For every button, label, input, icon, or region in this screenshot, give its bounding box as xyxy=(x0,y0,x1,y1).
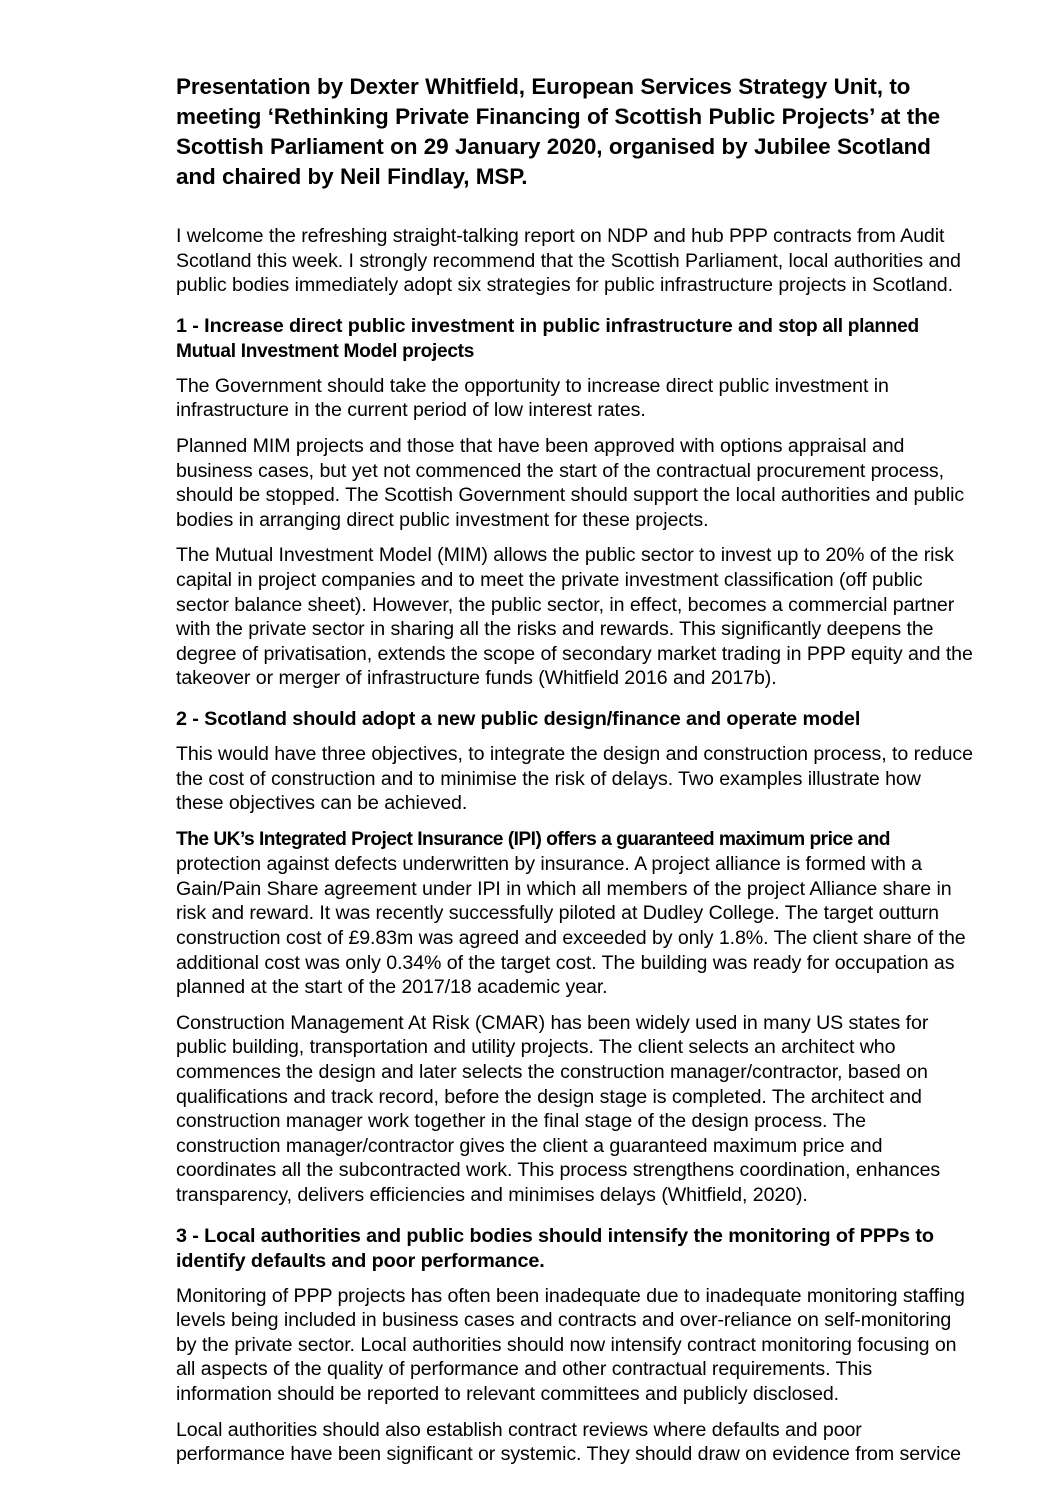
section-1-paragraph-1: The Government should take the opportunity to increase direct public investment in infrastructure in the current period of low interest rates. xyxy=(176,374,889,422)
section-1-paragraph-2: Planned MIM projects and those that have been approved with options appraisal and business cases, but yet not commenced the start of the contractual procurement process, should be stopped. The Scottish Government should support the local authorities and public bodies in arranging direct public investment for these projects. xyxy=(176,434,965,531)
section-heading-2-main: 2 - Scotland should adopt a new public design/finance and operate model xyxy=(176,707,861,730)
ipi-body-text: protection against defects underwritten by insurance. A project alliance is formed with a Gain/Pain Share agreement under IPI in which all members of the project Alliance share in risk and reward. It was recently successfully piloted at Dudley College. The target outturn construction cost of £9.83m was agreed and exceeded by only 1.8%. The client share of the additional cost was only 0.34% of the target cost. The building was ready for occupation as planned at the start of the 2017/18 academic year. xyxy=(176,853,966,999)
section-heading-1-tail: stop all planned Mutual Investment Model projects xyxy=(176,315,919,362)
section-3-paragraph-2: Local authorities should also establish contract reviews where defaults and poor performance have been significant or systemic. They should draw on evidence from service xyxy=(176,1418,961,1466)
section-heading-2 xyxy=(176,707,973,732)
section-heading-3-tail: PPPs to identify defaults and poor performance. xyxy=(176,1224,934,1272)
section-1-paragraph-3: The Mutual Investment Model (MIM) allows the public sector to invest up to 20% of the risk capital in project companies and to meet the private investment classification (off public sector balance sheet). However, the public sector, in effect, becomes a commercial partner with the private sector in sharing all the risks and rewards. This significantly deepens the degree of privatisation, extends the scope of secondary market trading in PPP equity and the takeover or merger of infrastructure funds (Whitfield 2016 and 2017b). xyxy=(176,544,973,690)
section-heading-3-main: 3 - Local authorities and public bodies should intensify the monitoring of xyxy=(176,1224,855,1247)
section-2-ipi-paragraph xyxy=(176,827,973,1000)
section-2-paragraph-1: This would have three objectives, to integrate the design and construction process, to reduce the cost of construction and to minimise the risk of delays. Two examples illustrate how these objectives can be achieved. xyxy=(176,742,973,815)
section-heading-1 xyxy=(176,314,973,364)
section-heading-3 xyxy=(176,1224,973,1274)
page-title: Presentation by Dexter Whitfield, European Services Strategy Unit, to meeting ‘Rethinking Private Financing of Scottish Public Projects’ at the Scottish Parliament on 29 January 2020, organised by Jubilee Scotland and chaired by Neil Findlay, MSP. xyxy=(176,74,941,189)
section-heading-1-main: 1 - Increase direct public investment in public infrastructure and xyxy=(176,314,773,337)
title-spacer xyxy=(176,192,973,224)
page-content xyxy=(176,72,973,1467)
intro-paragraph: I welcome the refreshing straight-talking report on NDP and hub PPP contracts from Audit Scotland this week. I strongly recommend that the Scottish Parliament, local authorities and public bodies immediately adopt six strategies for public infrastructure projects in Scotland. xyxy=(176,225,961,297)
ipi-lead-line: The UK’s Integrated Project Insurance (IPI) offers a guaranteed maximum price and xyxy=(176,828,890,850)
section-3-paragraph-1: Monitoring of PPP projects has often been inadequate due to inadequate monitoring staffing levels being included in business cases and contracts and over-reliance on self-monitoring by the private sector. Local authorities should now intensify contract monitoring focusing on all aspects of the quality of performance and other contractual requirements. This information should be reported to relevant committees and publicly disclosed. xyxy=(176,1284,965,1405)
section-2-paragraph-2: Construction Management At Risk (CMAR) has been widely used in many US states for public building, transportation and utility projects. The client selects an architect who commences the design and later selects the construction manager/contractor, based on qualifications and track record, before the design stage is completed. The architect and construction manager work together in the final stage of the design process. The construction manager/contractor gives the client a guaranteed maximum price and coordinates all the subcontracted work. This process strengthens coordination, enhances transparency, delivers efficiencies and minimises delays (Whitfield, 2020). xyxy=(176,1011,941,1206)
